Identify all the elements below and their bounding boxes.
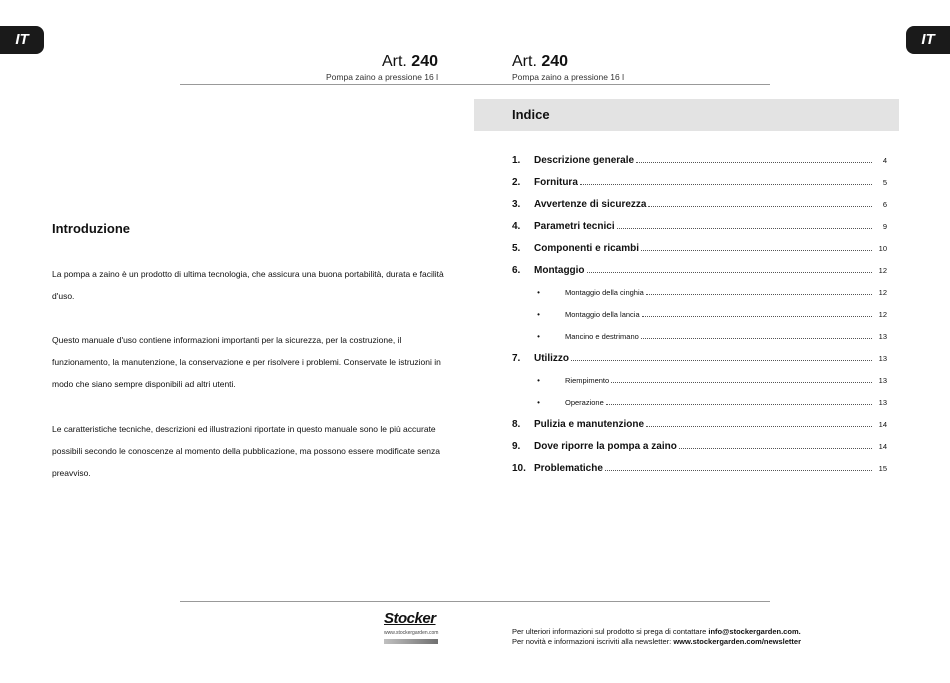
bullet: • xyxy=(537,331,540,341)
toc-number: 10. xyxy=(512,462,526,474)
toc-number: 5. xyxy=(512,242,521,254)
logo-website: www.stockergarden.com xyxy=(384,630,439,636)
toc-number: 7. xyxy=(512,352,521,364)
toc-page: 12 xyxy=(878,265,887,275)
toc-leader xyxy=(580,176,872,185)
intro-title: Introduzione xyxy=(52,221,130,236)
toc-item[interactable] xyxy=(512,259,887,281)
toc-leader xyxy=(571,352,872,361)
article-title: Art. 240 xyxy=(381,53,438,70)
header-divider xyxy=(180,84,770,85)
toc-label: Mancino e destrimano xyxy=(565,331,639,341)
header-left xyxy=(326,53,438,82)
toc-item[interactable] xyxy=(512,457,887,479)
toc-number: 2. xyxy=(512,176,521,188)
toc-number: 1. xyxy=(512,154,521,166)
toc-leader xyxy=(636,154,872,163)
bullet: • xyxy=(537,287,540,297)
intro-paragraph: La pompa a zaino è un prodotto di ultima tecnologia, che assicura una buona portabilità, durata e facilità d'uso. xyxy=(52,269,444,301)
toc-leader xyxy=(605,462,872,471)
toc-label: Dove riporre la pompa a zaino xyxy=(534,440,677,452)
toc-label: Operazione xyxy=(565,397,604,407)
toc-number: 6. xyxy=(512,264,521,276)
toc-label: Descrizione generale xyxy=(534,154,635,166)
toc-label: Riempimento xyxy=(565,375,610,385)
language-tab-right: IT xyxy=(906,26,950,54)
article-subtitle: Pompa zaino a pressione 16 l xyxy=(512,72,624,82)
toc-subitem[interactable] xyxy=(512,281,887,303)
toc-leader xyxy=(641,242,872,251)
language-tab-left: IT xyxy=(0,26,44,54)
footer-divider xyxy=(180,601,770,602)
toc-page: 5 xyxy=(882,177,887,187)
bullet: • xyxy=(537,375,540,385)
toc-page: 13 xyxy=(878,375,887,385)
index-header xyxy=(474,99,899,131)
toc-subitem[interactable] xyxy=(512,391,887,413)
contact-email[interactable]: info@stockergarden.com. xyxy=(708,627,801,636)
toc-label: Montaggio della lancia xyxy=(565,309,640,319)
header-right xyxy=(512,53,624,82)
toc-leader xyxy=(648,198,872,207)
toc-leader xyxy=(606,396,872,405)
logo-text: Stocker xyxy=(384,610,436,627)
toc-label: Parametri tecnici xyxy=(534,220,615,232)
intro-paragraph: Questo manuale d'uso contiene informazioni importanti per la sicurezza, per la costruzione, il funzionamento, la manutenzione, la conservazione e per risolvere i problemi. Conservate le istruzioni in modo che siano sempre disponibili ad altri utenti. xyxy=(52,335,441,389)
intro-paragraph: Le caratteristiche tecniche, descrizioni ed illustrazioni riportate in questo manuale sono le più accurate possibili secondo le conoscenze al momento della pubblicazione, ma possono essere modificate senza preavviso. xyxy=(52,424,440,478)
toc-label: Problematiche xyxy=(534,462,603,474)
toc-page: 13 xyxy=(878,331,887,341)
toc-item[interactable] xyxy=(512,237,887,259)
toc-page: 6 xyxy=(882,199,887,209)
toc-leader xyxy=(642,308,872,317)
toc-label: Pulizia e manutenzione xyxy=(534,418,645,430)
toc-page: 10 xyxy=(878,243,887,253)
toc-item[interactable] xyxy=(512,193,887,215)
toc-leader xyxy=(617,220,872,229)
toc-item[interactable] xyxy=(512,171,887,193)
bullet: • xyxy=(537,397,540,407)
toc-item[interactable] xyxy=(512,413,887,435)
toc-leader xyxy=(611,374,872,383)
bullet: • xyxy=(537,309,540,319)
toc-number: 4. xyxy=(512,220,521,232)
logo-bar xyxy=(384,639,438,644)
footer-contact: Per ulteriori informazioni sul prodotto si prega di contattare info@stockergarden.com. Per novità e informazioni iscriviti alla newsletter: www.stockergarden.com/newsletter xyxy=(512,627,802,646)
article-subtitle: Pompa zaino a pressione 16 l xyxy=(326,72,438,82)
toc-label: Utilizzo xyxy=(534,352,569,364)
table-of-contents xyxy=(512,149,887,479)
toc-page: 12 xyxy=(878,309,887,319)
toc-page: 13 xyxy=(878,397,887,407)
toc-page: 4 xyxy=(882,155,887,165)
toc-page: 14 xyxy=(878,419,887,429)
toc-number: 9. xyxy=(512,440,521,452)
toc-label: Fornitura xyxy=(534,176,578,188)
toc-page: 15 xyxy=(878,463,887,473)
toc-item[interactable] xyxy=(512,347,887,369)
toc-number: 3. xyxy=(512,198,521,210)
article-title: Art. 240 xyxy=(512,53,569,70)
toc-leader xyxy=(646,286,872,295)
toc-item[interactable] xyxy=(512,149,887,171)
toc-subitem[interactable] xyxy=(512,303,887,325)
toc-label: Montaggio della cinghia xyxy=(565,287,644,297)
newsletter-link[interactable]: www.stockergarden.com/newsletter xyxy=(673,637,802,646)
toc-subitem[interactable] xyxy=(512,325,887,347)
toc-label: Montaggio xyxy=(534,264,585,276)
toc-number: 8. xyxy=(512,418,521,430)
toc-page: 14 xyxy=(878,441,887,451)
toc-subitem[interactable] xyxy=(512,369,887,391)
brand-logo xyxy=(384,611,438,644)
toc-page: 9 xyxy=(882,221,887,231)
toc-page: 12 xyxy=(878,287,887,297)
toc-leader xyxy=(587,264,872,273)
toc-leader xyxy=(646,418,872,427)
toc-item[interactable] xyxy=(512,435,887,457)
toc-item[interactable] xyxy=(512,215,887,237)
index-title: Indice xyxy=(512,107,550,122)
toc-leader xyxy=(679,440,872,449)
toc-leader xyxy=(641,330,872,339)
toc-label: Componenti e ricambi xyxy=(534,242,640,254)
toc-label: Avvertenze di sicurezza xyxy=(534,198,647,210)
toc-page: 13 xyxy=(878,353,887,363)
